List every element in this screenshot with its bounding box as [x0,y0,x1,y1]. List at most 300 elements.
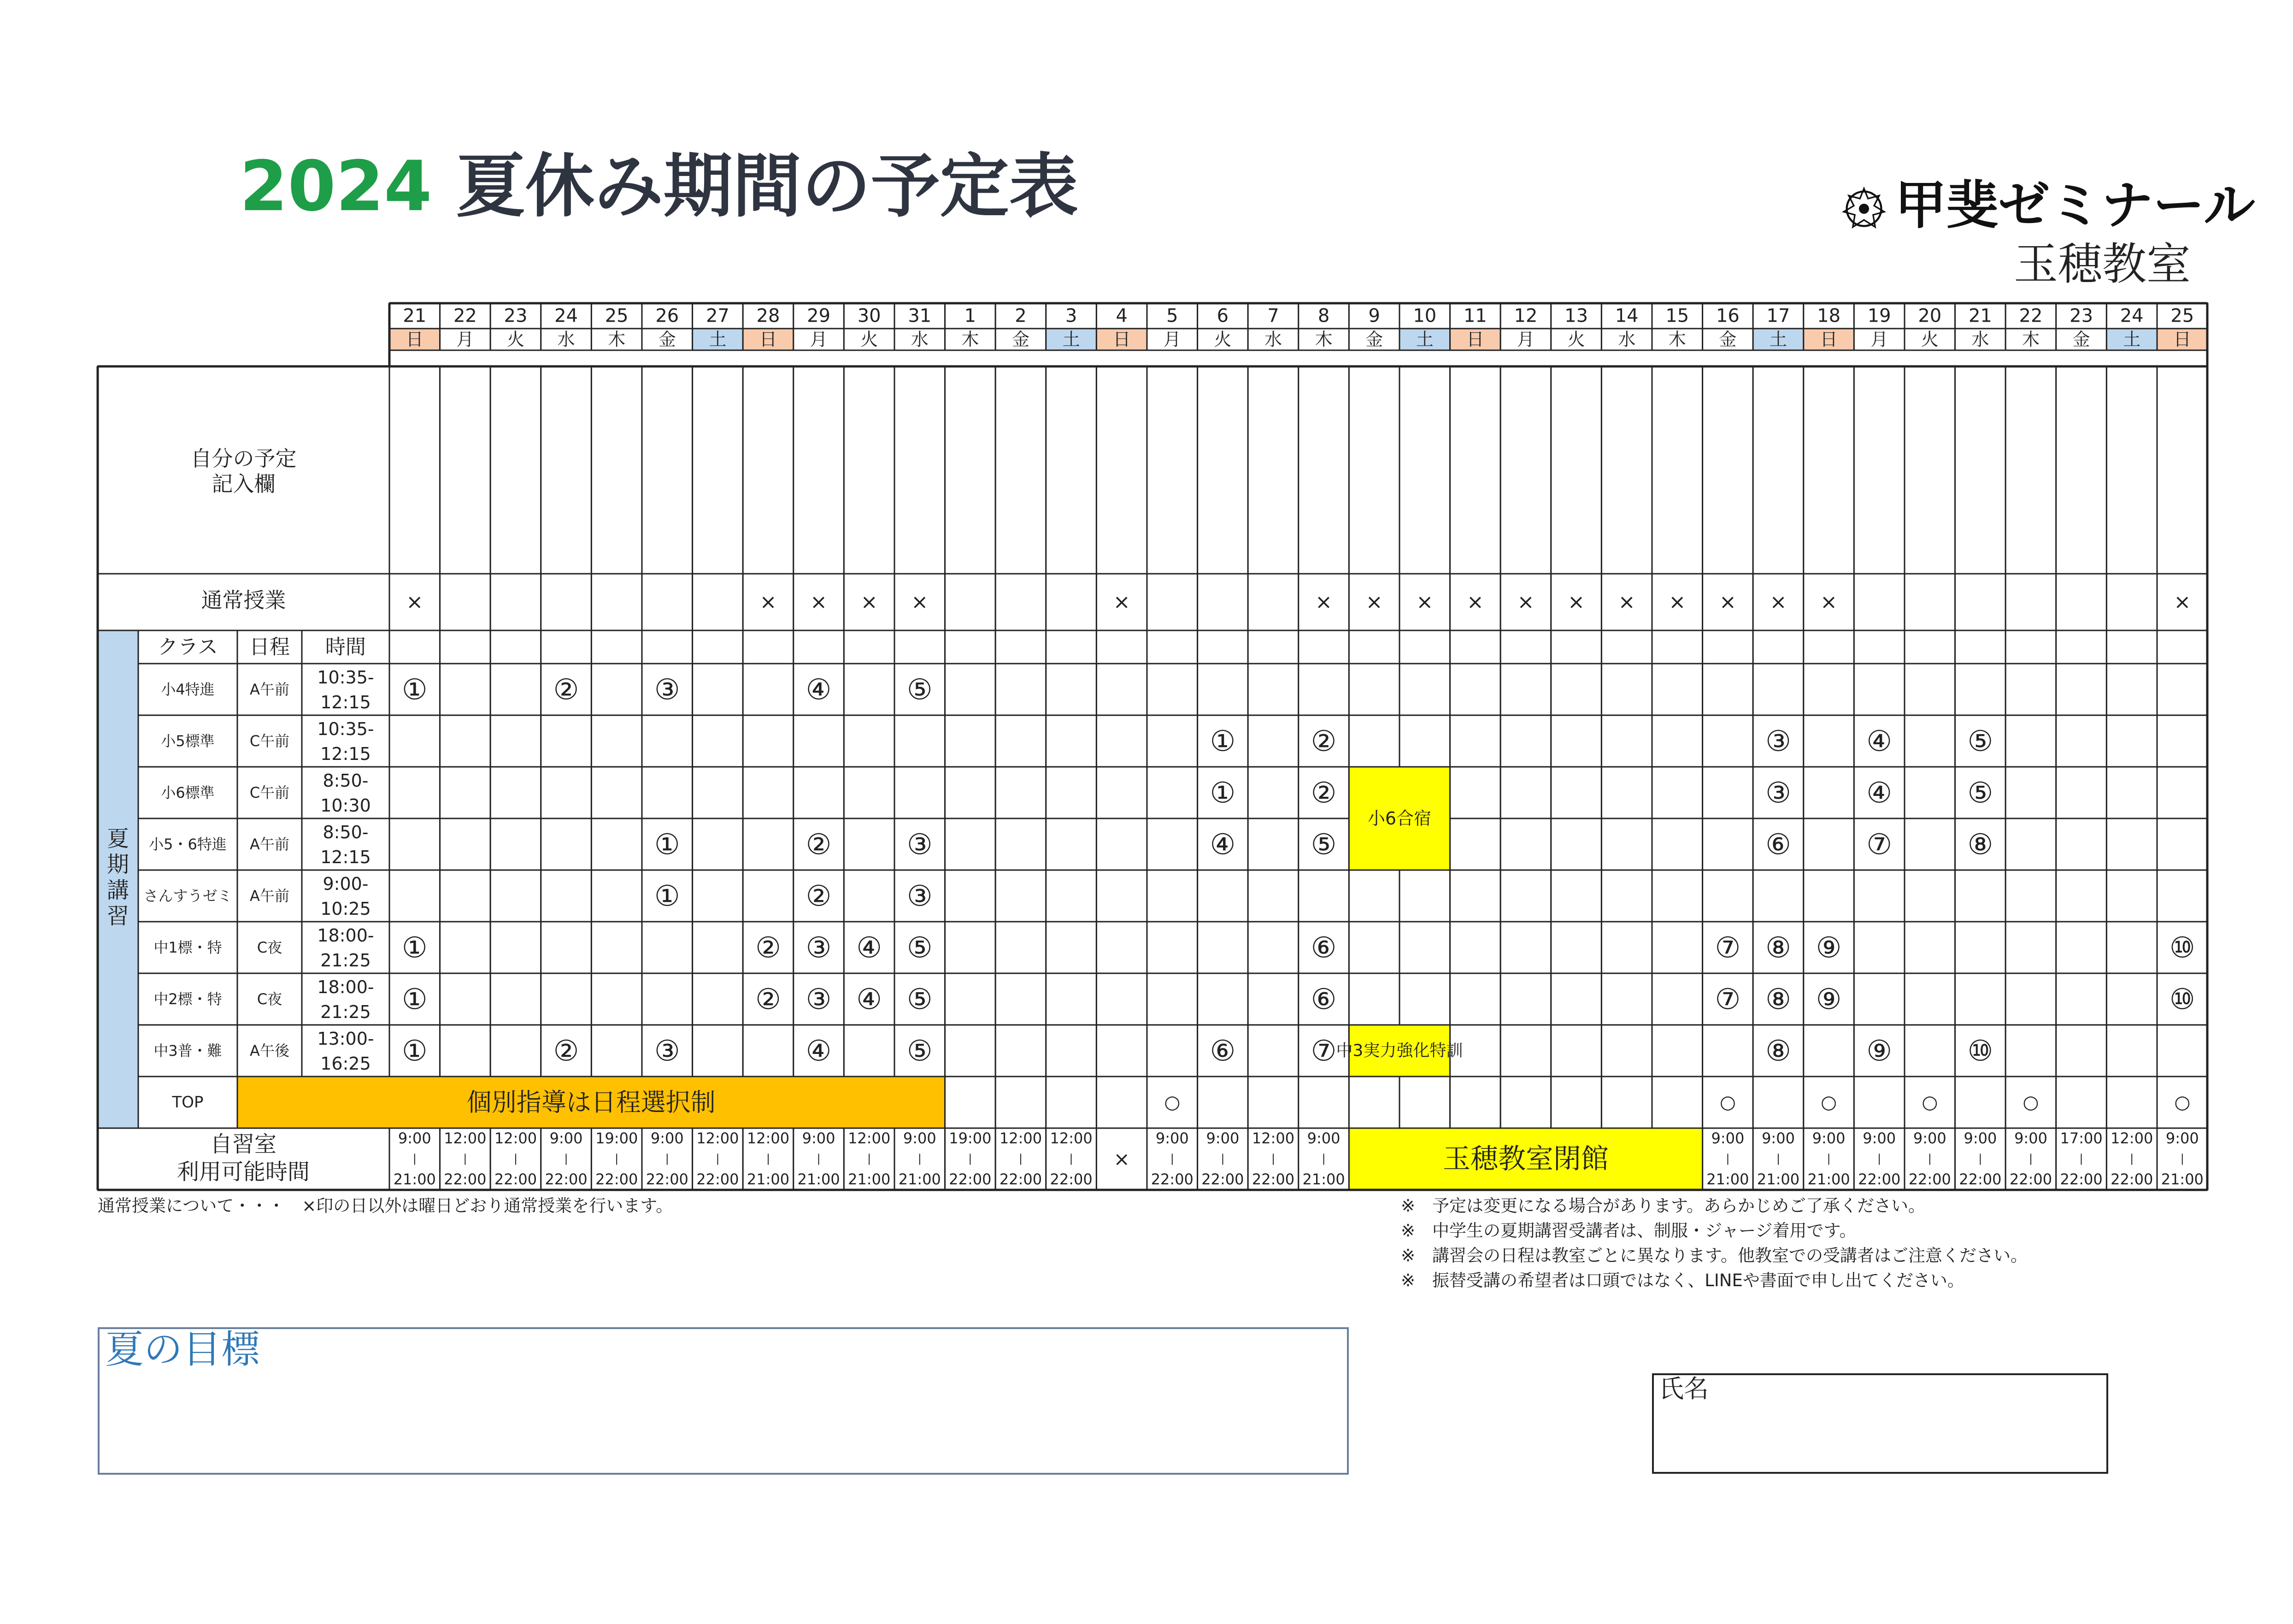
course-cell [1450,664,1501,715]
session-number: ② [755,930,781,965]
course-cell [945,1025,996,1077]
weekday-label: 月 [1163,329,1181,350]
weekday-label: 金 [1365,329,1383,350]
session-number: ⑩ [2170,982,2195,1016]
course-cell [1500,818,1551,870]
course-cell [2106,715,2157,767]
course-cell [1905,973,1955,1025]
session-number: ③ [654,1034,680,1068]
course-cell [1703,870,1753,922]
own-schedule-cell [995,366,1046,574]
course-cell [2106,870,2157,922]
column-header: クラス [158,635,218,659]
footnote-3: ※ 講習会の日程は教室ごとに異なります。他教室での受講者はご注意ください。 [1401,1246,2028,1265]
session-number: ⑤ [907,982,933,1016]
course-cell [1500,767,1551,818]
course-cell [894,715,945,767]
individual-banner-text: 個別指導は日程選択制 [466,1088,716,1117]
course-cell [1248,870,1299,922]
course-cell [642,922,693,973]
class-time-end: 10:30 [320,795,371,816]
study-open-time: 9:00 [549,1130,583,1147]
header-day-cell [1299,630,1349,664]
course-cell [1046,767,1097,818]
course-cell [693,973,743,1025]
course-cell [1652,870,1703,922]
regular-mark: × [1113,590,1130,614]
study-close-time: 22:00 [1908,1171,1951,1188]
course-cell [541,715,592,767]
own-schedule-cell [844,366,894,574]
own-schedule-cell [1804,366,1854,574]
regular-mark: × [2174,590,2191,614]
study-close-time: 21:00 [1757,1171,1800,1188]
study-close-time: 21:00 [747,1171,790,1188]
weekday-label: 水 [557,329,575,350]
class-time-start: 8:50- [323,771,369,791]
school-name: 玉穂教室 [2014,238,2191,290]
regular-mark: × [759,590,777,614]
date-label: 1 [964,305,976,327]
class-time-end: 16:25 [320,1053,371,1074]
top-cell [2056,1077,2107,1128]
session-number: ⑤ [907,672,933,706]
study-closed-mark: × [1113,1147,1130,1171]
own-schedule-cell [1147,366,1198,574]
course-cell [490,870,541,922]
footnote-2: ※ 中学生の夏期講習受講者は、制服・ジャージ着用です。 [1401,1221,1857,1241]
date-label: 10 [1413,305,1437,327]
regular-cell [440,574,491,630]
study-time-dash: | [968,1152,972,1165]
date-label: 31 [908,305,932,327]
class-slot: C午前 [249,732,290,750]
class-time-end: 12:15 [320,847,371,867]
course-cell [1349,715,1399,767]
course-cell [1147,870,1198,922]
course-cell [794,767,844,818]
course-cell [642,715,693,767]
top-cell [1046,1077,1097,1128]
date-label: 16 [1716,305,1740,327]
course-cell [2056,922,2107,973]
weekday-label: 土 [1416,329,1434,350]
top-cell [945,1077,996,1128]
session-number: ① [654,879,680,913]
weekday-label: 火 [1567,329,1585,350]
regular-mark: × [1466,590,1484,614]
study-open-time: 9:00 [398,1130,431,1147]
date-label: 25 [2170,305,2194,327]
regular-mark: × [1517,590,1535,614]
course-cell [2106,818,2157,870]
course-cell [1905,870,1955,922]
course-cell [1703,1025,1753,1077]
course-cell [1198,922,1248,973]
top-cell [1500,1077,1551,1128]
weekday-label: 金 [2072,329,2090,350]
study-time-dash: | [1827,1152,1831,1165]
course-cell [1955,664,2006,715]
header-day-cell [1601,630,1652,664]
study-time-dash: | [2130,1152,2134,1165]
own-schedule-cell [1703,366,1753,574]
course-cell [541,922,592,973]
course-cell [1601,767,1652,818]
session-number: ① [1210,776,1236,810]
course-cell [1349,870,1399,922]
own-schedule-cell [1652,366,1703,574]
study-time-dash: | [917,1152,922,1165]
date-label: 27 [706,305,729,327]
course-cell [2005,922,2056,973]
session-number: ⑩ [2170,930,2195,965]
course-cell [1854,973,1905,1025]
own-schedule-cell [1349,366,1399,574]
course-cell [1955,870,2006,922]
course-cell [995,664,1046,715]
header-day-cell [1450,630,1501,664]
session-number: ⑥ [1210,1034,1236,1068]
top-cell [1198,1077,1248,1128]
weekday-label: 日 [2173,329,2191,350]
course-cell [2005,973,2056,1025]
study-close-time: 22:00 [1252,1171,1295,1188]
course-cell [1804,664,1854,715]
own-schedule-cell [2056,366,2107,574]
course-cell [591,818,642,870]
date-label: 12 [1514,305,1538,327]
study-close-time: 21:00 [797,1171,840,1188]
class-name: 中3普・難 [153,1042,222,1059]
header-day-cell [1551,630,1602,664]
study-close-time: 22:00 [545,1171,588,1188]
study-close-time: 22:00 [1050,1171,1093,1188]
course-cell [2056,973,2107,1025]
date-label: 20 [1918,305,1942,327]
study-open-time: 17:00 [2060,1130,2103,1147]
study-time-dash: | [867,1152,871,1165]
regular-cell [591,574,642,630]
study-open-time: 9:00 [1863,1130,1896,1147]
course-cell [1096,1025,1147,1077]
name-label: 氏名 [1659,1374,1709,1403]
weekday-label: 金 [658,329,676,350]
session-number: ③ [805,982,832,1016]
top-mark: ○ [2023,1092,2039,1113]
course-cell [1652,715,1703,767]
class-time-start: 13:00- [317,1029,374,1049]
study-open-time: 12:00 [747,1130,790,1147]
date-label: 11 [1463,305,1487,327]
name-field[interactable] [1652,1373,2108,1474]
session-number: ⑦ [1715,930,1741,965]
course-cell [1905,715,1955,767]
course-cell [440,973,491,1025]
regular-cell [2106,574,2157,630]
class-time-end: 12:15 [320,744,371,764]
course-cell [1804,818,1854,870]
course-cell [1703,715,1753,767]
session-number: ④ [1210,827,1236,861]
weekday-label: 水 [1971,329,1989,350]
date-label: 26 [655,305,679,327]
class-slot: C夜 [257,990,282,1008]
weekday-label: 日 [1113,329,1131,350]
regular-cell [1854,574,1905,630]
own-schedule-cell [591,366,642,574]
study-time-dash: | [1776,1152,1781,1165]
date-label: 21 [403,305,427,327]
session-number: ⑦ [1866,827,1892,861]
session-number: ① [402,982,428,1016]
course-cell [1551,922,1602,973]
course-cell [1652,1025,1703,1077]
header-day-cell [693,630,743,664]
course-cell [1601,870,1652,922]
weekday-label: 土 [709,329,727,350]
weekday-label: 日 [406,329,423,350]
header-day-cell [1349,630,1399,664]
course-cell [1399,715,1450,767]
own-schedule-cell [1046,366,1097,574]
weekday-label: 金 [1011,329,1030,350]
course-cell [440,767,491,818]
course-cell [1349,922,1399,973]
own-schedule-cell [440,366,491,574]
course-cell [844,767,894,818]
course-cell [389,767,440,818]
course-cell [1551,1025,1602,1077]
study-close-time: 22:00 [1201,1171,1244,1188]
study-room-label: 自習室 [210,1131,277,1157]
weekday-label: 月 [1870,329,1888,350]
own-schedule-cell [693,366,743,574]
course-cell [693,870,743,922]
own-schedule-cell [1955,366,2006,574]
own-schedule-cell [2005,366,2056,574]
class-name: さんすうゼミ [143,887,232,905]
course-cell [1096,767,1147,818]
session-number: ⑤ [907,930,933,965]
date-label: 15 [1665,305,1689,327]
course-cell [1753,664,1804,715]
study-close-time: 21:00 [1807,1171,1850,1188]
course-cell [1601,818,1652,870]
study-time-dash: | [412,1152,417,1165]
class-time-start: 8:50- [323,822,369,842]
class-name: 小5標準 [161,732,215,750]
date-label: 14 [1615,305,1639,327]
class-slot: C午前 [249,784,290,801]
own-schedule-cell [1753,366,1804,574]
logo-text: 甲斐ゼミナール [1895,176,2255,235]
study-close-time: 21:00 [2161,1171,2204,1188]
course-cell [490,973,541,1025]
header-day-cell [389,630,440,664]
own-schedule-cell [894,366,945,574]
course-cell [1551,870,1602,922]
course-cell [1147,767,1198,818]
course-cell [1601,973,1652,1025]
session-number: ④ [856,982,882,1016]
study-time-dash: | [716,1152,720,1165]
top-label: TOP [172,1093,204,1112]
session-number: ① [402,672,428,706]
class-time-end: 21:25 [320,1002,371,1022]
study-time-dash: | [2079,1152,2083,1165]
course-cell [389,715,440,767]
course-cell [945,922,996,973]
study-open-time: 9:00 [802,1130,835,1147]
study-open-time: 9:00 [1307,1130,1341,1147]
study-open-time: 12:00 [999,1130,1042,1147]
own-schedule-cell [1399,366,1450,574]
course-cell [945,818,996,870]
header-day-cell [1147,630,1198,664]
study-close-time: 21:00 [1706,1171,1749,1188]
course-cell [1248,922,1299,973]
summer-course-label-char: 習 [106,903,129,929]
course-cell [490,1025,541,1077]
course-cell [1248,1025,1299,1077]
study-open-time: 9:00 [1206,1130,1240,1147]
regular-mark: × [1719,590,1736,614]
course-cell [2157,818,2208,870]
date-label: 23 [2070,305,2093,327]
session-number: ④ [856,930,882,965]
top-mark: ○ [1922,1092,1938,1113]
course-cell [693,715,743,767]
study-open-time: 9:00 [1913,1130,1946,1147]
class-time-end: 12:15 [320,692,371,712]
course-cell [591,870,642,922]
study-open-time: 12:00 [848,1130,891,1147]
course-cell [2005,767,2056,818]
study-close-time: 22:00 [1858,1171,1901,1188]
class-slot: A午前 [250,887,289,905]
session-number: ⑥ [1311,982,1337,1016]
course-cell [591,1025,642,1077]
date-label: 13 [1564,305,1588,327]
header-day-cell [945,630,996,664]
course-cell [490,922,541,973]
weekday-label: 火 [1214,329,1232,350]
study-open-time: 9:00 [1964,1130,1997,1147]
study-close-time: 22:00 [999,1171,1042,1188]
course-cell [1500,973,1551,1025]
top-cell [1450,1077,1501,1128]
course-cell [1046,664,1097,715]
weekday-label: 日 [1466,329,1484,350]
session-number: ⑤ [1967,724,1993,758]
course-cell [995,973,1046,1025]
session-number: ⑧ [1967,827,1993,861]
top-cell [1955,1077,2006,1128]
course-cell [1399,870,1450,922]
course-cell [389,870,440,922]
course-cell [1096,664,1147,715]
course-cell [1804,767,1854,818]
title-text: 夏休み期間の予定表 [456,147,1078,227]
course-cell [995,767,1046,818]
course-cell [440,1025,491,1077]
summer-course-label-char: 夏 [106,826,129,852]
course-cell [1198,664,1248,715]
summer-goal-box[interactable] [98,1327,1349,1475]
course-cell [995,922,1046,973]
own-schedule-cell [642,366,693,574]
header-day-cell [440,630,491,664]
study-open-time: 19:00 [949,1130,992,1147]
course-cell [2005,715,2056,767]
summer-course-label-char: 講 [106,877,129,903]
header-day-cell [1248,630,1299,664]
course-cell [1500,922,1551,973]
course-cell [995,715,1046,767]
study-open-time: 12:00 [494,1130,537,1147]
course-cell [1299,664,1349,715]
top-mark: ○ [2174,1092,2191,1113]
class-time-start: 10:35- [317,667,374,688]
date-label: 7 [1267,305,1279,327]
study-time-dash: | [2180,1152,2184,1165]
weekday-label: 土 [2123,329,2141,350]
class-time-end: 21:25 [320,950,371,971]
header-day-cell [1753,630,1804,664]
header-day-cell [1500,630,1551,664]
study-close-time: 22:00 [595,1171,638,1188]
session-number: ① [1210,724,1236,758]
course-cell [844,818,894,870]
course-cell [1198,973,1248,1025]
own-schedule-cell [389,366,440,574]
session-number: ⑦ [1311,1034,1337,1068]
course-cell [1399,664,1450,715]
header-day-cell [1854,630,1905,664]
course-cell [945,664,996,715]
course-cell [591,715,642,767]
own-schedule-cell [1500,366,1551,574]
top-cell [1299,1077,1349,1128]
date-label: 6 [1217,305,1229,327]
course-cell [2005,870,2056,922]
course-cell [1500,1025,1551,1077]
own-schedule-cell [1905,366,1955,574]
study-open-time: 9:00 [2014,1130,2047,1147]
course-cell [1854,922,1905,973]
course-cell [945,767,996,818]
session-number: ② [553,1034,579,1068]
course-cell [591,767,642,818]
weekday-label: 火 [860,329,878,350]
course-cell [1046,1025,1097,1077]
class-time-end: 10:25 [320,899,371,919]
course-cell [995,818,1046,870]
study-time-dash: | [1877,1152,1881,1165]
course-cell [2157,1025,2208,1077]
regular-cell [1046,574,1097,630]
course-cell [1601,1025,1652,1077]
course-cell [1299,870,1349,922]
regular-cell [1955,574,2006,630]
weekday-label: 火 [1921,329,1939,350]
course-cell [844,715,894,767]
regular-mark: × [1770,590,1787,614]
course-cell [1450,870,1501,922]
top-cell [1096,1077,1147,1128]
study-open-time: 9:00 [1711,1130,1745,1147]
